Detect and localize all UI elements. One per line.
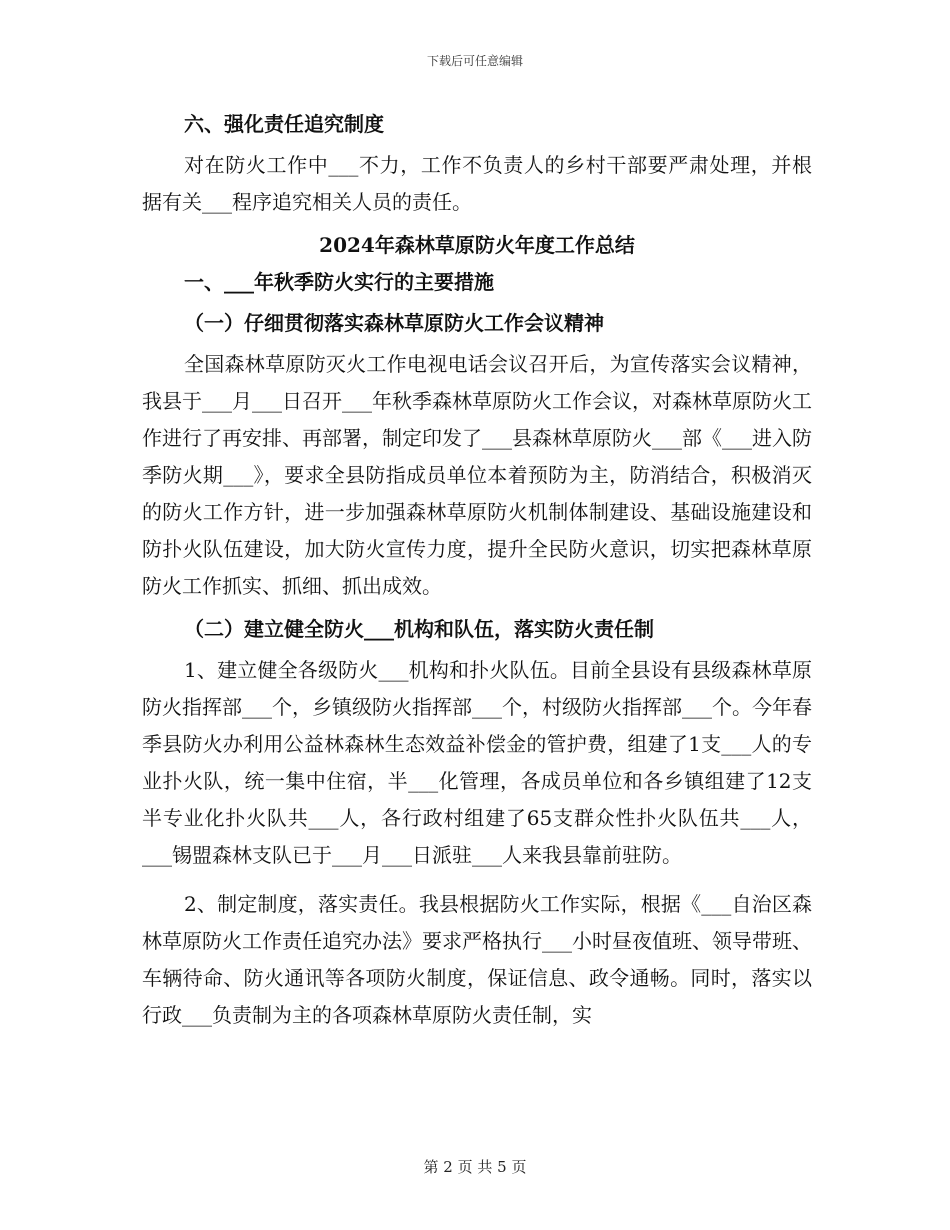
document-body: [142, 106, 812, 1034]
paragraph: 2、制定制度，落实责任。我县根据防火工作实际，根据《___自治区森林草原防火工作责任追究办法》要求严格执行___小时昼夜值班、领导带班、车辆待命、防火通讯等各项防火制度，保证信息、政令通畅。同时，落实以行政___负责制为主的各项森林草原防火责任制，实: [142, 892, 812, 1027]
part-heading: 一、___年秋季防火实行的主要措施: [184, 270, 494, 294]
section-heading: 六、强化责任追究制度: [184, 112, 384, 136]
document-title: 2024年森林草原防火年度工作总结: [319, 233, 635, 257]
subsection-heading: （一）仔细贯彻落实森林草原防火工作会议精神: [184, 311, 604, 335]
paragraph: 全国森林草原防灭火工作电视电话会议召开后，为宣传落实会议精神，我县于___月___日召开___年秋季森林草原防火工作会议，对森林草原防火工作进行了再安排、再部署，制定印发了___县森林草原防火___部《___进入防季防火期___》，要求全县防指成员单位本着预防为主，防消结合，积极消灭的防火工作方针，进一步加强森林草原防火机制体制建设、基础设施建设和防扑火队伍建设，加大防火宣传力度，提升全民防火意识，切实把森林草原防火工作抓实、抓细、抓出成效。: [142, 352, 812, 598]
page-header: 下载后可任意编辑: [426, 54, 523, 68]
paragraph: 1、建立健全各级防火___机构和扑火队伍。目前全县设有县级森林草原防火指挥部___个，乡镇级防火指挥部___个，村级防火指挥部___个。今年春季县防火办利用公益林森林生态效益补偿金的管护费，组建了1支___人的专业扑火队，统一集中住宿，半___化管理，各成员单位和各乡镇组建了12支半专业化扑火队共___人，各行政村组建了65支群众性扑火队伍共___人，___锡盟森林支队已于___月___日派驻___人来我县靠前驻防。: [142, 658, 812, 867]
paragraph: 对在防火工作中___不力，工作不负责人的乡村干部要严肃处理，并根据有关___程序追究相关人员的责任。: [142, 153, 812, 214]
page-footer: 第 2 页 共 5 页: [423, 1158, 527, 1176]
subsection-heading: （二）建立健全防火___机构和队伍，落实防火责任制: [184, 617, 654, 641]
